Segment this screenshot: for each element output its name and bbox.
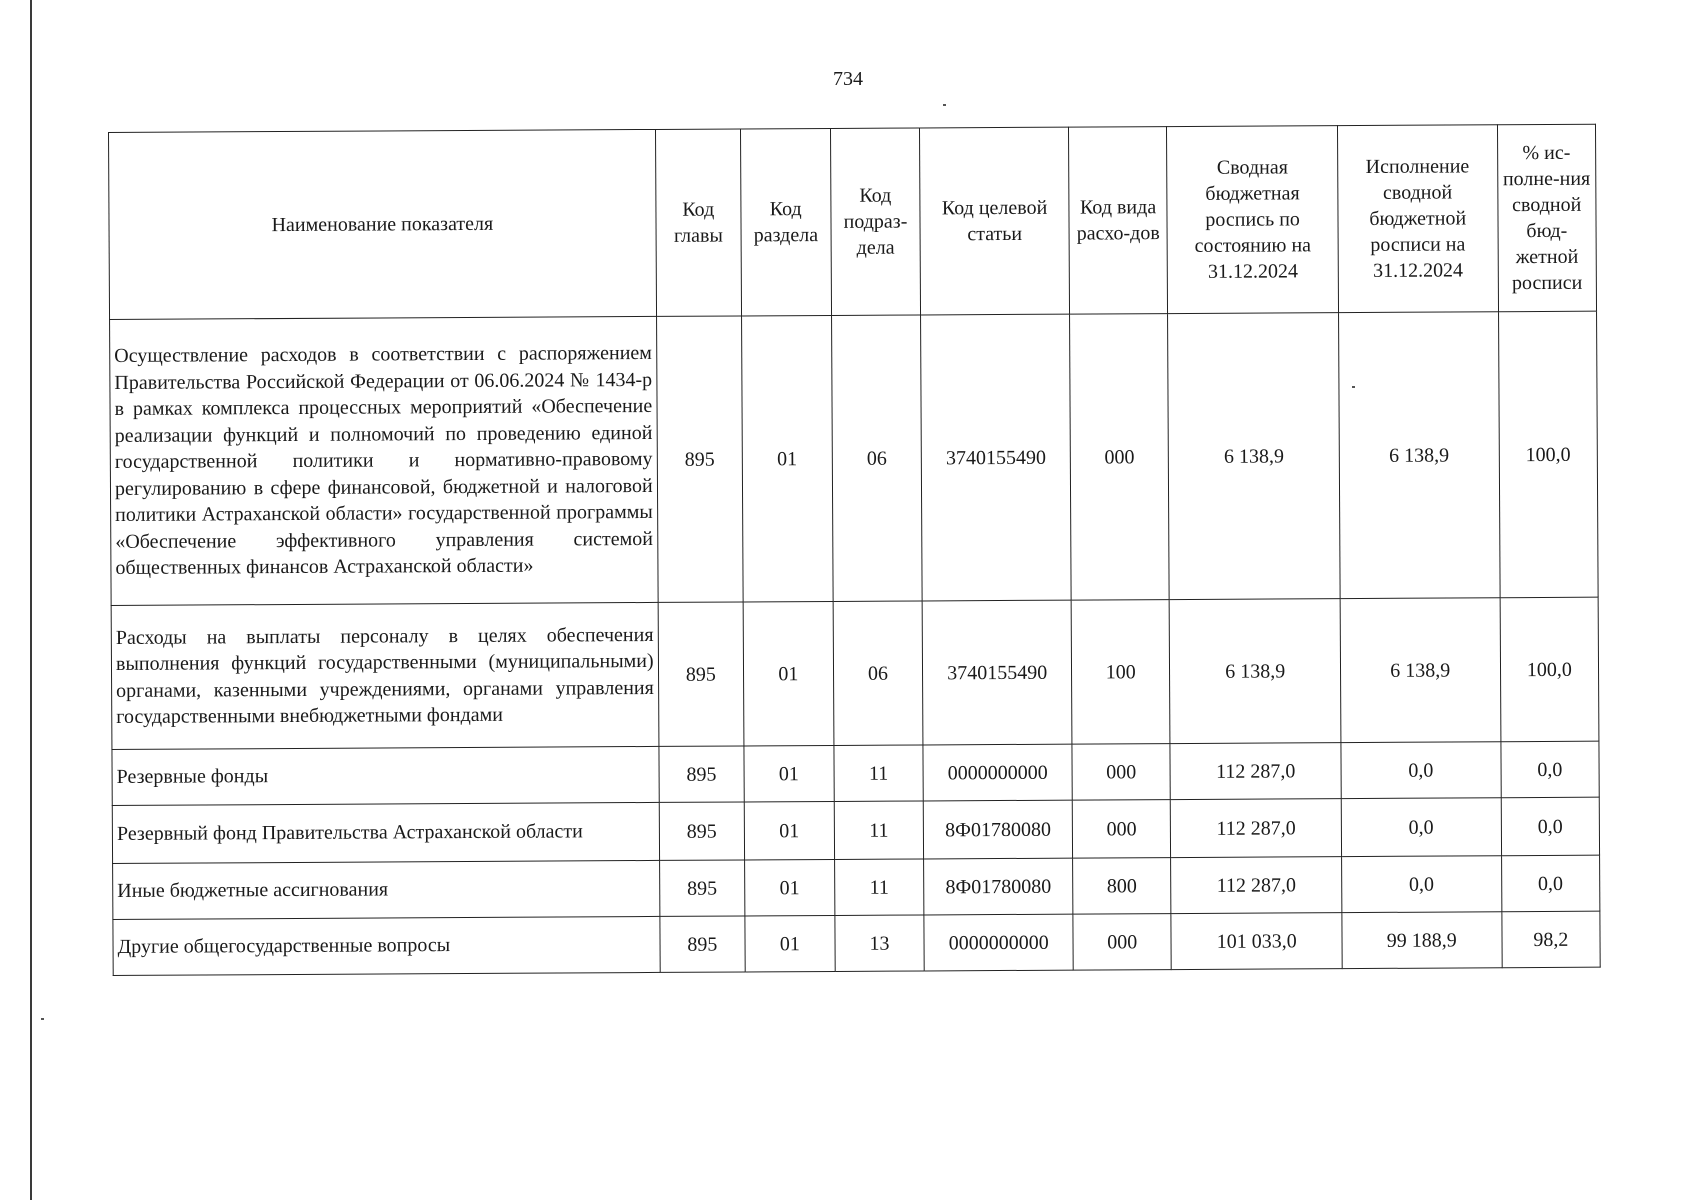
row-execution-percent: 100,0 [1500,597,1599,742]
row-execution-percent: 0,0 [1500,741,1599,798]
scan-speck [943,104,946,106]
header-section-code: Код раздела [740,128,831,315]
budget-table-container [108,124,1601,976]
row-name: Резервный фонд Правительства Астраханской области [112,802,659,863]
row-target-item-code: 3740155490 [921,314,1071,601]
table-header-row [109,124,1597,319]
row-name: Осуществление расходов в соответствии с распоряжением Правительства Российской Федерации от 06.06.2024 № 1434-р в рамках комплекса процессных мероприятий «Обеспечение реализации функций и полномочий по проведению единой государственной политики и нормативно-правовому регулированию в сфере финансовой, бюджетной и налоговой политики Астраханской области» государственной программы «Обеспечение эффективного управления системой общественных финансов Астраханской области» [110,316,658,605]
row-name: Резервные фонды [112,746,659,805]
row-budget-execution: 99 188,9 [1342,912,1502,969]
row-section-code: 01 [745,859,835,915]
row-execution-percent: 0,0 [1501,797,1600,856]
table-row [110,311,1599,605]
header-execution-percent: % ис-полне-ния сводной бюд-жетной росписи [1497,124,1596,312]
row-chapter-code: 895 [658,602,744,746]
header-budget-execution: Исполнение сводной бюджетной росписи на 31.12.2024 [1337,125,1498,313]
row-subsection-code: 11 [834,859,924,915]
row-budget-execution: 0,0 [1341,742,1501,799]
row-chapter-code: 895 [659,802,745,860]
row-subsection-code: 06 [833,601,923,745]
row-subsection-code: 13 [835,915,925,971]
row-budget-execution: 0,0 [1341,856,1501,913]
scan-speck [41,1018,44,1020]
row-target-item-code: 0000000000 [924,914,1073,971]
row-expense-type-code: 000 [1070,314,1170,601]
table-row [113,855,1600,919]
row-execution-percent: 0,0 [1501,855,1600,912]
scan-edge-line [30,0,32,1200]
row-chapter-code: 895 [659,746,745,802]
row-section-code: 01 [745,915,835,971]
header-subsection-code: Код подраз-дела [830,128,921,315]
row-expense-type-code: 100 [1071,600,1170,745]
row-expense-type-code: 000 [1072,744,1171,801]
table-row [112,741,1599,805]
row-budget-plan: 112 287,0 [1171,799,1342,858]
header-indicator-name: Наименование показателя [109,129,657,319]
row-expense-type-code: 000 [1073,914,1172,971]
row-target-item-code: 8Ф01780080 [924,800,1073,859]
row-target-item-code: 0000000000 [923,744,1072,801]
row-budget-execution: 0,0 [1341,798,1501,857]
row-budget-plan: 112 287,0 [1171,857,1342,914]
row-budget-plan: 6 138,9 [1168,313,1340,600]
row-expense-type-code: 000 [1072,800,1171,859]
row-budget-plan: 112 287,0 [1170,743,1341,800]
page-number: 734 [833,68,863,90]
row-budget-plan: 6 138,9 [1169,599,1340,744]
row-subsection-code: 11 [834,745,924,801]
row-chapter-code: 895 [656,316,743,602]
row-chapter-code: 895 [659,860,745,916]
row-name: Другие общегосударственные вопросы [113,916,660,975]
row-subsection-code: 06 [831,315,922,601]
budget-table [108,124,1601,976]
table-row [113,911,1600,975]
row-section-code: 01 [743,601,833,745]
header-expense-type-code: Код вида расхо-дов [1068,127,1167,315]
row-name: Расходы на выплаты персоналу в целях обеспечения выполнения функций государственными (муниципальными) органами, казенными учреждениями, органами управления государственными внебюджетными фондами [111,602,658,749]
row-name: Иные бюджетные ассигнования [113,860,660,919]
row-section-code: 01 [742,315,833,601]
header-chapter-code: Код главы [655,129,741,316]
row-execution-percent: 100,0 [1498,311,1598,598]
table-row [111,597,1599,749]
row-chapter-code: 895 [660,916,746,972]
row-section-code: 01 [744,745,834,801]
row-subsection-code: 11 [834,801,924,859]
row-target-item-code: 8Ф01780080 [924,858,1073,915]
row-budget-execution: 6 138,9 [1338,312,1499,599]
header-budget-plan: Сводная бюджетная роспись по состоянию на 31.12.2024 [1167,126,1339,314]
row-budget-plan: 101 033,0 [1171,913,1342,970]
row-execution-percent: 98,2 [1501,911,1600,968]
row-expense-type-code: 800 [1073,858,1172,915]
row-budget-execution: 6 138,9 [1340,598,1500,743]
header-target-item-code: Код целевой статьи [920,127,1070,315]
row-section-code: 01 [744,801,834,859]
table-row [112,797,1599,863]
row-target-item-code: 3740155490 [922,600,1071,745]
